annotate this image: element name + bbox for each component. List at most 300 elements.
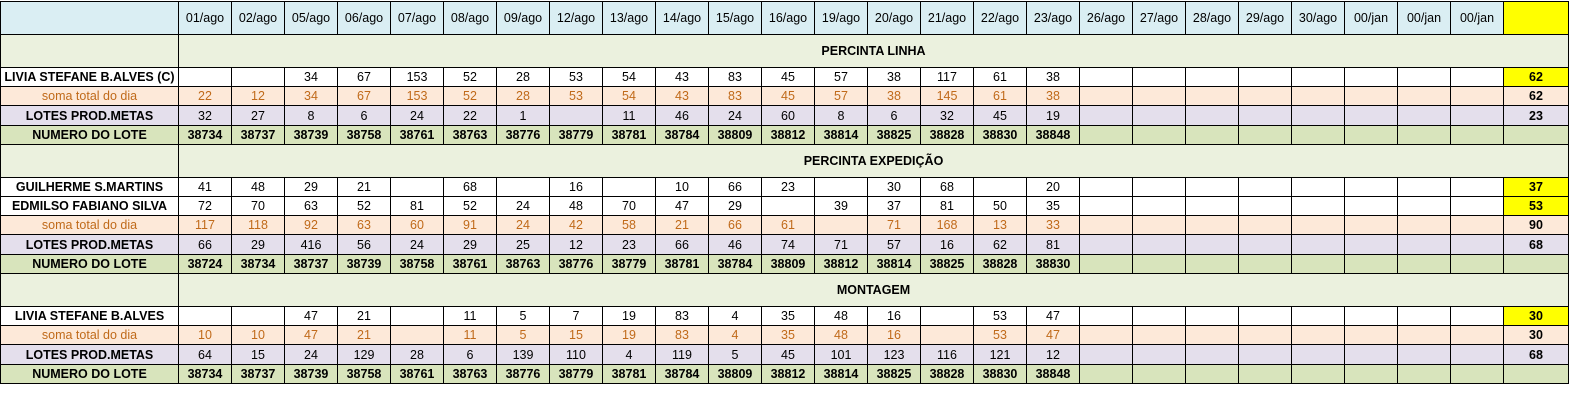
lotes-value-cell[interactable] [1186,106,1239,126]
lotes-value-cell[interactable] [1080,106,1133,126]
row-label[interactable]: LIVIA STEFANE B.ALVES (C) [1,68,179,87]
numero-value-cell[interactable]: 38848 [1027,126,1080,145]
lotes-value-cell[interactable]: 8 [815,106,868,126]
person-value-cell[interactable]: 83 [656,307,709,326]
lotes-value-cell[interactable]: 110 [550,345,603,365]
soma-value-cell[interactable] [1398,87,1451,106]
header-date-cell[interactable]: 00/jan [1451,2,1504,35]
lotes-total-cell[interactable]: 23 [1504,106,1569,126]
person-value-cell[interactable] [1186,68,1239,87]
soma-value-cell[interactable]: 10 [179,326,232,345]
lotes-value-cell[interactable] [1451,235,1504,255]
person-value-cell[interactable] [1133,178,1186,197]
person-value-cell[interactable]: 47 [285,307,338,326]
header-date-cell[interactable]: 09/ago [497,2,550,35]
numero-value-cell[interactable]: 38758 [338,365,391,384]
lotes-value-cell[interactable]: 119 [656,345,709,365]
numero-value-cell[interactable]: 38758 [391,255,444,274]
person-value-cell[interactable]: 48 [232,178,285,197]
numero-value-cell[interactable]: 38737 [232,126,285,145]
person-value-cell[interactable] [1292,68,1345,87]
soma-value-cell[interactable] [1345,87,1398,106]
lotes-value-cell[interactable]: 46 [656,106,709,126]
person-value-cell[interactable]: 70 [232,197,285,216]
soma-value-cell[interactable]: 67 [338,87,391,106]
numero-value-cell[interactable]: 38825 [921,255,974,274]
person-value-cell[interactable] [497,178,550,197]
numero-value-cell[interactable]: 38784 [656,126,709,145]
numero-value-cell[interactable]: 38809 [762,255,815,274]
row-label[interactable]: soma total do dia [1,87,179,106]
numero-value-cell[interactable]: 38848 [1027,365,1080,384]
soma-value-cell[interactable]: 5 [497,326,550,345]
numero-total-cell[interactable] [1504,365,1569,384]
person-value-cell[interactable] [1345,307,1398,326]
person-value-cell[interactable]: 47 [656,197,709,216]
soma-total-cell[interactable]: 62 [1504,87,1569,106]
lotes-value-cell[interactable]: 24 [709,106,762,126]
numero-value-cell[interactable] [1133,255,1186,274]
soma-value-cell[interactable] [1239,326,1292,345]
person-value-cell[interactable]: 43 [656,68,709,87]
header-date-cell[interactable]: 29/ago [1239,2,1292,35]
person-value-cell[interactable] [1080,68,1133,87]
numero-value-cell[interactable] [1292,126,1345,145]
person-total-cell[interactable]: 53 [1504,197,1569,216]
lotes-value-cell[interactable]: 81 [1027,235,1080,255]
header-date-cell[interactable]: 21/ago [921,2,974,35]
soma-value-cell[interactable]: 13 [974,216,1027,235]
soma-value-cell[interactable] [1080,87,1133,106]
lotes-value-cell[interactable] [1186,235,1239,255]
numero-value-cell[interactable] [1133,365,1186,384]
lotes-value-cell[interactable]: 8 [285,106,338,126]
numero-value-cell[interactable] [1451,255,1504,274]
numero-value-cell[interactable] [1451,126,1504,145]
numero-value-cell[interactable]: 38809 [709,126,762,145]
numero-value-cell[interactable]: 38763 [497,255,550,274]
soma-total-cell[interactable]: 30 [1504,326,1569,345]
row-label[interactable]: soma total do dia [1,216,179,235]
soma-value-cell[interactable]: 12 [232,87,285,106]
numero-value-cell[interactable] [1186,255,1239,274]
numero-value-cell[interactable]: 38776 [497,365,550,384]
lotes-value-cell[interactable]: 12 [550,235,603,255]
lotes-value-cell[interactable]: 66 [656,235,709,255]
numero-value-cell[interactable]: 38763 [444,126,497,145]
numero-value-cell[interactable]: 38828 [921,365,974,384]
lotes-total-cell[interactable]: 68 [1504,235,1569,255]
lotes-value-cell[interactable]: 24 [285,345,338,365]
lotes-value-cell[interactable]: 123 [868,345,921,365]
person-value-cell[interactable] [1451,178,1504,197]
numero-value-cell[interactable]: 38739 [285,365,338,384]
person-value-cell[interactable] [1345,178,1398,197]
header-date-cell[interactable]: 08/ago [444,2,497,35]
soma-value-cell[interactable] [1133,87,1186,106]
section-label-cell[interactable] [1,35,179,68]
header-date-cell[interactable]: 00/jan [1398,2,1451,35]
numero-value-cell[interactable] [1133,126,1186,145]
lotes-value-cell[interactable]: 29 [232,235,285,255]
lotes-value-cell[interactable] [1451,106,1504,126]
lotes-value-cell[interactable]: 25 [497,235,550,255]
soma-value-cell[interactable]: 52 [444,87,497,106]
header-corner-cell[interactable] [1,2,179,35]
header-date-cell[interactable]: 16/ago [762,2,815,35]
numero-value-cell[interactable]: 38734 [232,255,285,274]
lotes-value-cell[interactable]: 116 [921,345,974,365]
numero-value-cell[interactable]: 38761 [391,126,444,145]
lotes-value-cell[interactable]: 4 [603,345,656,365]
person-value-cell[interactable] [1239,68,1292,87]
person-value-cell[interactable] [1133,307,1186,326]
soma-value-cell[interactable] [1133,216,1186,235]
row-label[interactable]: NUMERO DO LOTE [1,365,179,384]
numero-total-cell[interactable] [1504,255,1569,274]
lotes-value-cell[interactable]: 101 [815,345,868,365]
soma-value-cell[interactable]: 53 [974,326,1027,345]
person-value-cell[interactable]: 57 [815,68,868,87]
header-date-cell[interactable]: 22/ago [974,2,1027,35]
lotes-value-cell[interactable]: 129 [338,345,391,365]
numero-total-cell[interactable] [1504,126,1569,145]
person-value-cell[interactable] [762,197,815,216]
soma-value-cell[interactable]: 117 [179,216,232,235]
header-date-cell[interactable]: 23/ago [1027,2,1080,35]
numero-value-cell[interactable]: 38758 [338,126,391,145]
soma-value-cell[interactable]: 35 [762,326,815,345]
numero-value-cell[interactable]: 38724 [179,255,232,274]
lotes-value-cell[interactable]: 12 [1027,345,1080,365]
person-value-cell[interactable]: 70 [603,197,656,216]
lotes-value-cell[interactable] [1080,235,1133,255]
lotes-value-cell[interactable]: 64 [179,345,232,365]
person-value-cell[interactable] [815,178,868,197]
person-value-cell[interactable]: 16 [550,178,603,197]
person-value-cell[interactable] [1186,197,1239,216]
soma-value-cell[interactable]: 28 [497,87,550,106]
numero-value-cell[interactable]: 38812 [815,255,868,274]
numero-value-cell[interactable] [1239,255,1292,274]
soma-value-cell[interactable]: 47 [285,326,338,345]
section-label-cell[interactable] [1,274,179,307]
person-value-cell[interactable] [1292,197,1345,216]
lotes-value-cell[interactable]: 5 [709,345,762,365]
lotes-value-cell[interactable] [1451,345,1504,365]
soma-value-cell[interactable]: 54 [603,87,656,106]
person-value-cell[interactable]: 48 [550,197,603,216]
lotes-value-cell[interactable]: 62 [974,235,1027,255]
lotes-value-cell[interactable] [1133,235,1186,255]
soma-value-cell[interactable] [1186,87,1239,106]
soma-value-cell[interactable]: 19 [603,326,656,345]
lotes-value-cell[interactable] [1292,345,1345,365]
person-value-cell[interactable]: 38 [868,68,921,87]
person-total-cell[interactable]: 30 [1504,307,1569,326]
person-value-cell[interactable]: 83 [709,68,762,87]
numero-value-cell[interactable]: 38776 [550,255,603,274]
row-label[interactable]: LOTES PROD.METAS [1,235,179,255]
numero-value-cell[interactable]: 38830 [1027,255,1080,274]
person-value-cell[interactable]: 10 [656,178,709,197]
person-value-cell[interactable]: 35 [1027,197,1080,216]
soma-value-cell[interactable]: 118 [232,216,285,235]
person-value-cell[interactable] [603,178,656,197]
soma-value-cell[interactable]: 66 [709,216,762,235]
person-value-cell[interactable] [1292,307,1345,326]
person-value-cell[interactable]: 67 [338,68,391,87]
person-value-cell[interactable]: 38 [1027,68,1080,87]
header-date-cell[interactable]: 01/ago [179,2,232,35]
person-value-cell[interactable] [1398,307,1451,326]
soma-value-cell[interactable] [1398,216,1451,235]
soma-value-cell[interactable]: 145 [921,87,974,106]
soma-value-cell[interactable] [815,216,868,235]
person-value-cell[interactable]: 66 [709,178,762,197]
soma-value-cell[interactable] [1345,216,1398,235]
numero-value-cell[interactable]: 38814 [868,255,921,274]
person-value-cell[interactable] [179,307,232,326]
numero-value-cell[interactable]: 38812 [762,126,815,145]
lotes-value-cell[interactable]: 29 [444,235,497,255]
lotes-value-cell[interactable]: 6 [868,106,921,126]
lotes-value-cell[interactable] [1292,235,1345,255]
numero-value-cell[interactable] [1345,126,1398,145]
row-label[interactable]: soma total do dia [1,326,179,345]
row-label[interactable]: LOTES PROD.METAS [1,106,179,126]
lotes-value-cell[interactable] [1186,345,1239,365]
section-title[interactable]: PERCINTA EXPEDIÇÃO [179,145,1569,178]
lotes-value-cell[interactable] [1398,235,1451,255]
numero-value-cell[interactable]: 38737 [232,365,285,384]
soma-value-cell[interactable]: 57 [815,87,868,106]
person-value-cell[interactable]: 53 [550,68,603,87]
numero-value-cell[interactable] [1080,255,1133,274]
numero-value-cell[interactable]: 38779 [550,126,603,145]
row-label[interactable]: LOTES PROD.METAS [1,345,179,365]
numero-value-cell[interactable] [1398,365,1451,384]
person-value-cell[interactable]: 52 [338,197,391,216]
person-value-cell[interactable] [232,307,285,326]
soma-value-cell[interactable]: 38 [868,87,921,106]
soma-value-cell[interactable] [1451,87,1504,106]
person-value-cell[interactable] [1398,68,1451,87]
lotes-value-cell[interactable]: 22 [444,106,497,126]
person-value-cell[interactable]: 34 [285,68,338,87]
soma-value-cell[interactable]: 48 [815,326,868,345]
soma-value-cell[interactable] [1239,216,1292,235]
soma-value-cell[interactable]: 61 [762,216,815,235]
section-label-cell[interactable] [1,145,179,178]
person-value-cell[interactable] [1451,197,1504,216]
header-date-cell[interactable]: 26/ago [1080,2,1133,35]
lotes-value-cell[interactable]: 57 [868,235,921,255]
person-value-cell[interactable] [921,307,974,326]
person-value-cell[interactable]: 61 [974,68,1027,87]
soma-value-cell[interactable] [1292,326,1345,345]
soma-value-cell[interactable]: 168 [921,216,974,235]
numero-value-cell[interactable]: 38779 [603,255,656,274]
soma-value-cell[interactable]: 42 [550,216,603,235]
lotes-total-cell[interactable]: 68 [1504,345,1569,365]
person-value-cell[interactable] [1133,197,1186,216]
numero-value-cell[interactable]: 38761 [444,255,497,274]
soma-value-cell[interactable]: 22 [179,87,232,106]
soma-value-cell[interactable] [1345,326,1398,345]
lotes-value-cell[interactable]: 71 [815,235,868,255]
lotes-value-cell[interactable]: 16 [921,235,974,255]
soma-value-cell[interactable]: 47 [1027,326,1080,345]
numero-value-cell[interactable]: 38781 [603,365,656,384]
numero-value-cell[interactable]: 38761 [391,365,444,384]
numero-value-cell[interactable] [1186,365,1239,384]
numero-value-cell[interactable] [1345,255,1398,274]
numero-value-cell[interactable]: 38812 [762,365,815,384]
lotes-value-cell[interactable]: 46 [709,235,762,255]
person-value-cell[interactable]: 72 [179,197,232,216]
lotes-value-cell[interactable]: 28 [391,345,444,365]
lotes-value-cell[interactable]: 60 [762,106,815,126]
person-value-cell[interactable] [1345,68,1398,87]
person-value-cell[interactable] [1239,178,1292,197]
lotes-value-cell[interactable] [1345,235,1398,255]
person-value-cell[interactable]: 4 [709,307,762,326]
soma-value-cell[interactable] [1133,326,1186,345]
lotes-value-cell[interactable] [1133,345,1186,365]
lotes-value-cell[interactable]: 6 [444,345,497,365]
lotes-value-cell[interactable] [1345,345,1398,365]
header-date-cell[interactable]: 13/ago [603,2,656,35]
soma-value-cell[interactable]: 58 [603,216,656,235]
soma-value-cell[interactable]: 24 [497,216,550,235]
lotes-value-cell[interactable] [1239,345,1292,365]
person-value-cell[interactable]: 81 [391,197,444,216]
numero-value-cell[interactable]: 38814 [815,126,868,145]
row-label[interactable]: EDMILSO FABIANO SILVA [1,197,179,216]
person-value-cell[interactable]: 117 [921,68,974,87]
header-date-cell[interactable]: 30/ago [1292,2,1345,35]
soma-value-cell[interactable]: 45 [762,87,815,106]
numero-value-cell[interactable]: 38828 [921,126,974,145]
person-value-cell[interactable] [179,68,232,87]
person-value-cell[interactable]: 7 [550,307,603,326]
numero-value-cell[interactable] [1398,255,1451,274]
header-date-cell[interactable]: 05/ago [285,2,338,35]
numero-value-cell[interactable]: 38825 [868,126,921,145]
person-value-cell[interactable]: 54 [603,68,656,87]
soma-value-cell[interactable] [1239,87,1292,106]
lotes-value-cell[interactable]: 45 [974,106,1027,126]
lotes-value-cell[interactable]: 24 [391,106,444,126]
person-value-cell[interactable]: 29 [709,197,762,216]
numero-value-cell[interactable]: 38784 [709,255,762,274]
person-value-cell[interactable] [391,307,444,326]
numero-value-cell[interactable]: 38739 [285,126,338,145]
soma-value-cell[interactable]: 91 [444,216,497,235]
person-value-cell[interactable]: 11 [444,307,497,326]
soma-value-cell[interactable] [391,326,444,345]
person-value-cell[interactable]: 41 [179,178,232,197]
lotes-value-cell[interactable] [1345,106,1398,126]
soma-value-cell[interactable]: 38 [1027,87,1080,106]
numero-value-cell[interactable]: 38781 [603,126,656,145]
header-date-cell[interactable]: 14/ago [656,2,709,35]
numero-value-cell[interactable]: 38763 [444,365,497,384]
person-value-cell[interactable]: 48 [815,307,868,326]
soma-value-cell[interactable]: 83 [709,87,762,106]
person-value-cell[interactable] [1451,307,1504,326]
person-value-cell[interactable]: 50 [974,197,1027,216]
person-value-cell[interactable]: 24 [497,197,550,216]
lotes-value-cell[interactable]: 27 [232,106,285,126]
soma-value-cell[interactable] [1451,326,1504,345]
numero-value-cell[interactable] [1186,126,1239,145]
soma-value-cell[interactable] [1292,87,1345,106]
numero-value-cell[interactable]: 38784 [656,365,709,384]
lotes-value-cell[interactable]: 6 [338,106,391,126]
numero-value-cell[interactable] [1398,126,1451,145]
lotes-value-cell[interactable]: 23 [603,235,656,255]
person-value-cell[interactable] [391,178,444,197]
soma-value-cell[interactable]: 11 [444,326,497,345]
soma-value-cell[interactable]: 4 [709,326,762,345]
soma-value-cell[interactable]: 153 [391,87,444,106]
numero-value-cell[interactable]: 38739 [338,255,391,274]
numero-value-cell[interactable]: 38737 [285,255,338,274]
soma-value-cell[interactable]: 61 [974,87,1027,106]
person-value-cell[interactable]: 19 [603,307,656,326]
soma-value-cell[interactable]: 16 [868,326,921,345]
person-value-cell[interactable] [1239,197,1292,216]
lotes-value-cell[interactable]: 32 [921,106,974,126]
lotes-value-cell[interactable] [1398,345,1451,365]
lotes-value-cell[interactable] [550,106,603,126]
soma-value-cell[interactable]: 21 [338,326,391,345]
header-date-cell[interactable]: 19/ago [815,2,868,35]
soma-value-cell[interactable]: 10 [232,326,285,345]
numero-value-cell[interactable] [1080,365,1133,384]
lotes-value-cell[interactable]: 66 [179,235,232,255]
person-value-cell[interactable] [974,178,1027,197]
soma-value-cell[interactable]: 21 [656,216,709,235]
person-value-cell[interactable]: 81 [921,197,974,216]
person-value-cell[interactable]: 63 [285,197,338,216]
person-value-cell[interactable] [1398,178,1451,197]
lotes-value-cell[interactable]: 121 [974,345,1027,365]
person-value-cell[interactable] [1186,178,1239,197]
numero-value-cell[interactable]: 38830 [974,365,1027,384]
lotes-value-cell[interactable]: 32 [179,106,232,126]
row-label[interactable]: NUMERO DO LOTE [1,255,179,274]
person-value-cell[interactable] [1186,307,1239,326]
numero-value-cell[interactable] [1239,126,1292,145]
lotes-value-cell[interactable] [1239,235,1292,255]
person-value-cell[interactable]: 47 [1027,307,1080,326]
numero-value-cell[interactable]: 38830 [974,126,1027,145]
person-value-cell[interactable] [1239,307,1292,326]
header-date-cell[interactable]: 27/ago [1133,2,1186,35]
person-value-cell[interactable]: 52 [444,197,497,216]
lotes-value-cell[interactable]: 15 [232,345,285,365]
lotes-value-cell[interactable]: 11 [603,106,656,126]
soma-value-cell[interactable]: 53 [550,87,603,106]
person-value-cell[interactable] [1345,197,1398,216]
section-title[interactable]: PERCINTA LINHA [179,35,1569,68]
header-date-cell[interactable]: 28/ago [1186,2,1239,35]
soma-value-cell[interactable]: 33 [1027,216,1080,235]
person-value-cell[interactable]: 68 [444,178,497,197]
